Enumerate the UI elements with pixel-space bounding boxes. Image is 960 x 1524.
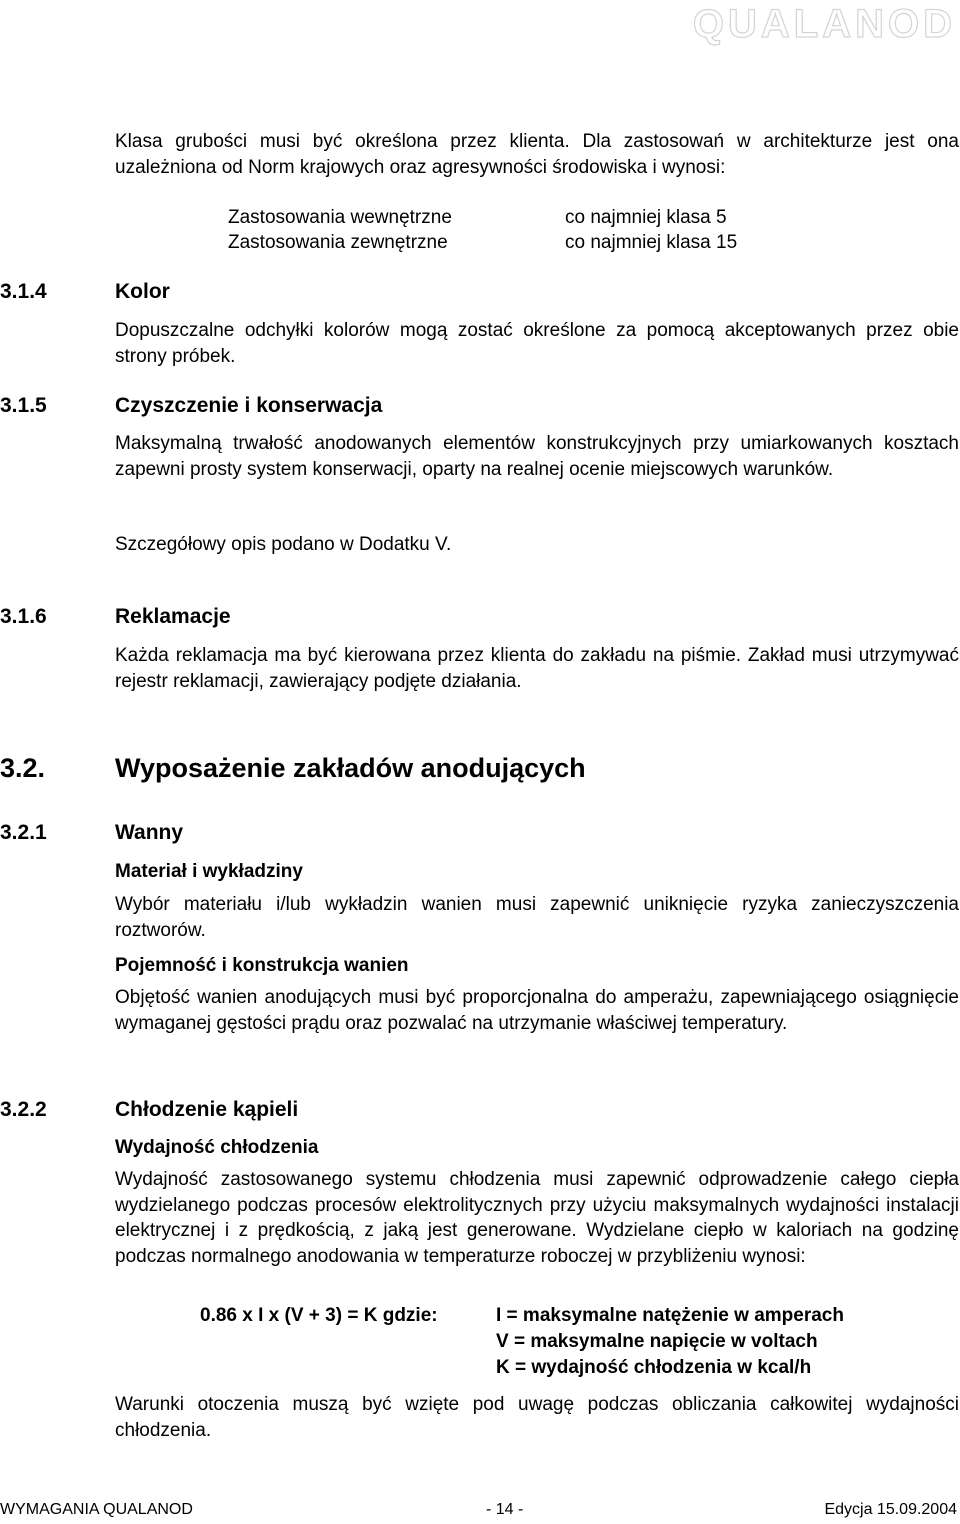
section-paragraph: Maksymalną trwałość anodowanych elementów konstrukcyjnych przy umiarkowanych kosztach zapewni prosty system konserwacji, oparty na realnej ocenie miejscowych warunków. [115,433,959,480]
intro-row-label: Zastosowania zewnętrzne [228,232,448,253]
intro-row-value: co najmniej klasa 5 [565,207,727,228]
formula-definition: I = maksymalne natężenie w amperach [496,1305,844,1326]
section-paragraph: Wydajność zastosowanego systemu chłodzenia musi zapewnić odprowadzenie całego ciepła wydzielanego podczas procesów elektrolitycznych przy użyciu maksymalnych wydajności instalacji elektrycznej i z prędkością, z jaką jest generowane. Wydzielane ciepło w kaloriach na godzinę podczas normalnego anodowania w temperaturze roboczej w przybliżeniu wynosi: [115,1169,959,1267]
chapter-number: 3.2. [0,753,46,783]
section-number: 3.2.2 [0,1098,47,1121]
section-number: 3.1.4 [0,280,47,303]
subsection-title: Wydajność chłodzenia [115,1137,319,1158]
subsection-title: Materiał i wykładziny [115,861,303,882]
intro-paragraph: Klasa grubości musi być określona przez klienta. Dla zastosowań w architekturze jest ona uzależniona od Norm krajowych oraz agresywności środowiska i wynosi: [115,131,959,178]
formula-definition: V = maksymalne napięcie w voltach [496,1331,818,1352]
cooling-formula: 0.86 x I x (V + 3) = K gdzie: [200,1305,438,1326]
footer-edition: Edycja 15.09.2004 [824,1501,957,1518]
section-title: Kolor [115,280,170,303]
section-number: 3.1.5 [0,394,47,417]
section-paragraph: Warunki otoczenia muszą być wzięte pod uwagę podczas obliczania całkowitej wydajności chłodzenia. [115,1394,959,1441]
section-title: Wanny [115,821,184,844]
formula-definition: K = wydajność chłodzenia w kcal/h [496,1357,812,1378]
section-paragraph: Dopuszczalne odchyłki kolorów mogą zostać określone za pomocą akceptowanych przez obie strony próbek. [115,320,959,367]
section-title: Reklamacje [115,605,231,628]
section-number: 3.1.6 [0,605,47,628]
subsection-title: Pojemność i konstrukcja wanien [115,955,409,976]
section-paragraph: Każda reklamacja ma być kierowana przez klienta do zakładu na piśmie. Zakład musi utrzymywać rejestr reklamacji, zawierający podjęte działania. [115,645,959,692]
footer-page-number: - 14 - [486,1501,524,1518]
qualanod-watermark-logo: QUALANOD [692,2,956,46]
intro-row-value: co najmniej klasa 15 [565,232,738,253]
section-paragraph: Objętość wanien anodujących musi być proporcjonalna do amperażu, zapewniającego osiągnięcie wymaganej gęstości prądu oraz pozwalać na utrzymanie właściwej temperatury. [115,987,959,1034]
footer-title: WYMAGANIA QUALANOD [0,1501,193,1518]
intro-row-label: Zastosowania wewnętrzne [228,207,452,228]
section-title: Czyszczenie i konserwacja [115,394,383,417]
section-number: 3.2.1 [0,821,47,844]
chapter-title: Wyposażenie zakładów anodujących [115,753,586,783]
section-paragraph: Wybór materiału i/lub wykładzin wanien musi zapewnić uniknięcie ryzyka zanieczyszczenia roztworów. [115,894,959,941]
section-title: Chłodzenie kąpieli [115,1098,299,1121]
section-paragraph: Szczegółowy opis podano w Dodatku V. [115,534,452,555]
